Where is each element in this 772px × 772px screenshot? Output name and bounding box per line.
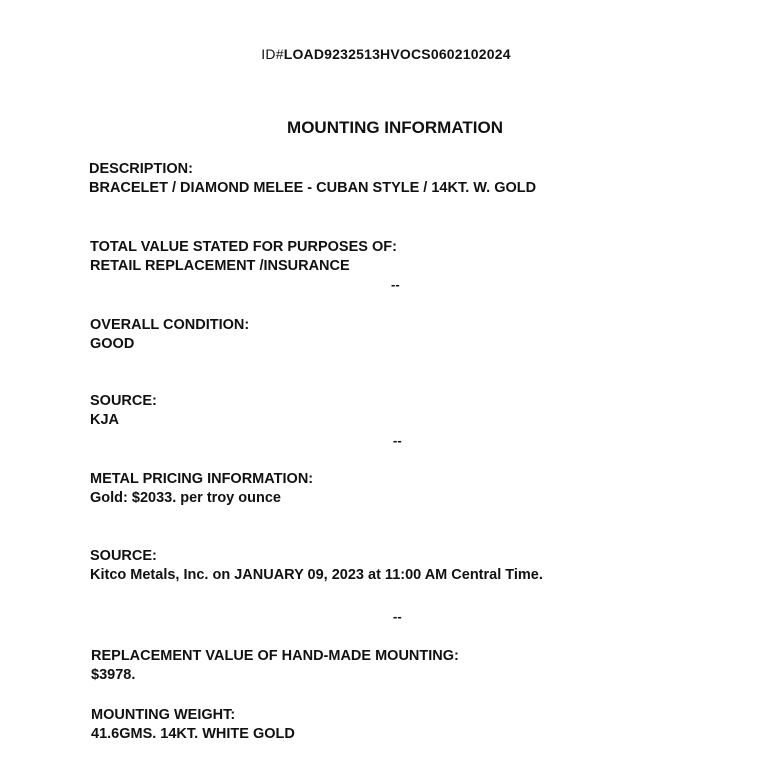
total-value-section: [90, 238, 397, 276]
source-label-1: SOURCE:: [90, 393, 157, 409]
separator-dash: --: [393, 433, 402, 448]
mounting-weight-section: [91, 706, 295, 744]
separator-dash: --: [393, 609, 402, 624]
document-id-value: LOAD9232513HVOCS0602102024: [283, 46, 511, 62]
document-id-prefix: ID#: [261, 46, 284, 62]
overall-condition-label: OVERALL CONDITION:: [90, 317, 250, 333]
metal-pricing-label: METAL PRICING INFORMATION:: [90, 471, 314, 487]
description-label: DESCRIPTION:: [89, 161, 193, 177]
page-title: MOUNTING INFORMATION: [287, 118, 503, 137]
overall-condition-section: [90, 316, 249, 354]
mounting-weight-value: 41.6GMS. 14KT. WHITE GOLD: [91, 726, 295, 742]
source-value-1: KJA: [90, 412, 120, 428]
source-section-1: [90, 392, 157, 430]
separator-dash: --: [391, 277, 400, 292]
total-value-value: RETAIL REPLACEMENT /INSURANCE: [90, 258, 350, 274]
source-section-2: [90, 547, 543, 585]
replacement-value-value: $3978.: [91, 667, 136, 683]
mounting-weight-label: MOUNTING WEIGHT:: [91, 707, 236, 723]
total-value-label: TOTAL VALUE STATED FOR PURPOSES OF:: [90, 239, 397, 255]
metal-pricing-section: [90, 470, 313, 508]
metal-pricing-value: Gold: $2033. per troy ounce: [90, 490, 281, 506]
document-id: [0, 46, 772, 62]
source-value-2: Kitco Metals, Inc. on JANUARY 09, 2023 at 11:00 AM Central Time.: [90, 567, 543, 583]
replacement-value-label: REPLACEMENT VALUE OF HAND-MADE MOUNTING:: [91, 648, 459, 664]
replacement-value-section: [91, 647, 459, 685]
description-section: [89, 160, 536, 198]
overall-condition-value: GOOD: [90, 336, 135, 352]
source-label-2: SOURCE:: [90, 548, 157, 564]
description-value: BRACELET / DIAMOND MELEE - CUBAN STYLE / 14KT. W. GOLD: [89, 180, 537, 196]
